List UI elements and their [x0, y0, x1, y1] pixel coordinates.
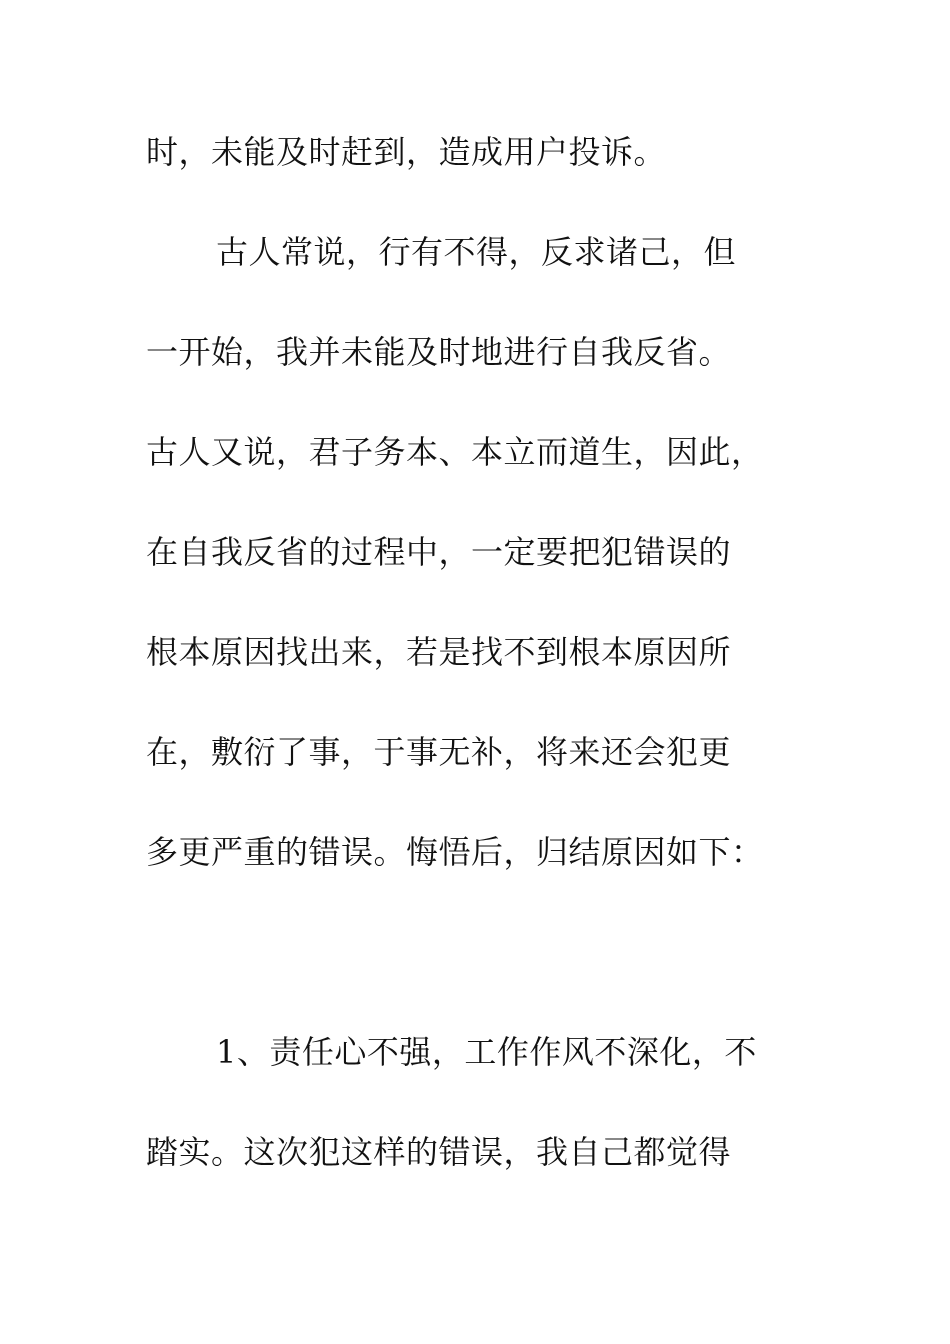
text-line-1: 时，未能及时赶到，造成用户投诉。 [146, 133, 667, 171]
text-line-2: 古人常说，行有不得，反求诸己，但 [216, 233, 737, 271]
text-line-4: 古人又说，君子务本、本立而道生，因此， [146, 433, 764, 471]
text-line-8: 多更严重的错误。悔悟后，归结原因如下： [146, 833, 764, 871]
text-line-9: 1、责任心不强，工作作风不深化，不 [216, 1033, 757, 1071]
text-line-7: 在，敷衍了事，于事无补，将来还会犯更 [146, 733, 732, 771]
text-line-5: 在自我反省的过程中，一定要把犯错误的 [146, 533, 732, 571]
text-line-10: 踏实。这次犯这样的错误，我自己都觉得 [146, 1133, 732, 1171]
text-line-3: 一开始，我并未能及时地进行自我反省。 [146, 333, 732, 371]
text-line-6: 根本原因找出来，若是找不到根本原因所 [146, 633, 732, 671]
